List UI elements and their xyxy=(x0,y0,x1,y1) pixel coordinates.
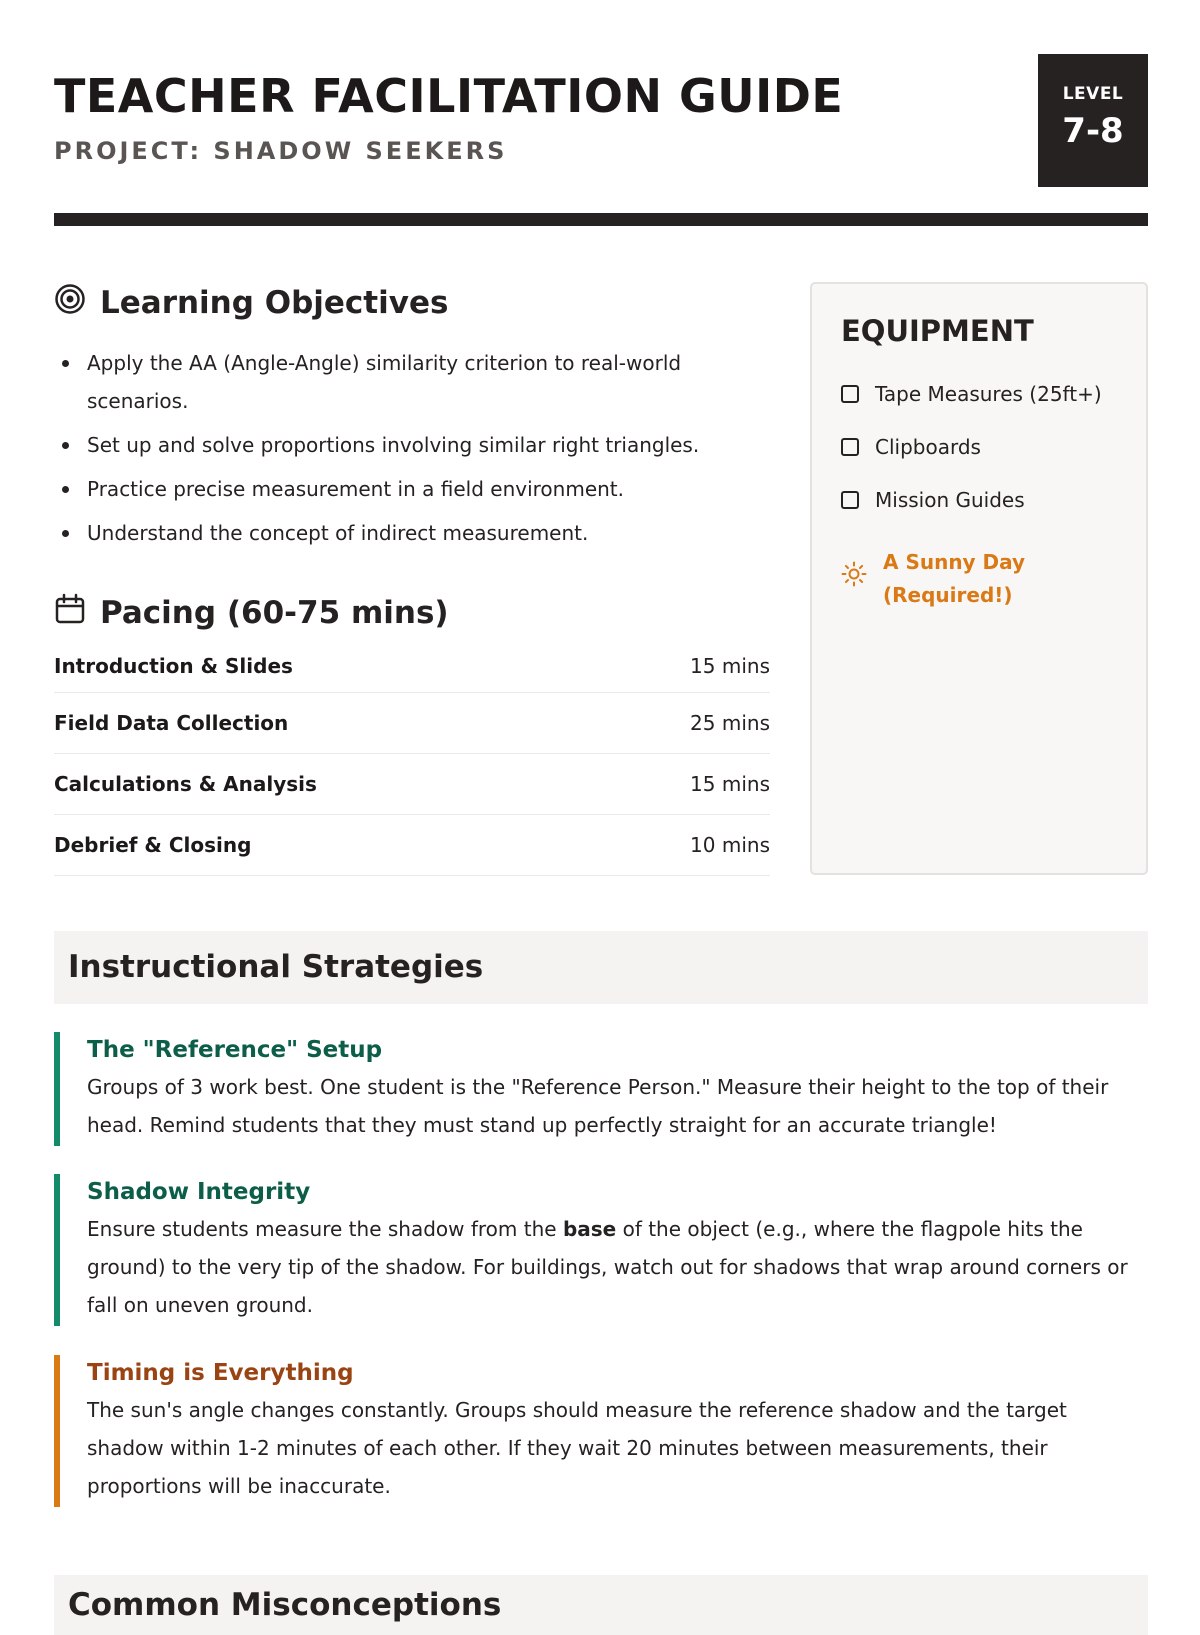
facilitation-guide-page xyxy=(54,0,1148,1623)
level-label: LEVEL xyxy=(1062,84,1124,104)
pacing-table xyxy=(54,648,770,876)
equipment-item[interactable] xyxy=(841,382,1102,406)
pacing-duration: 25 mins xyxy=(690,711,770,735)
strategy-body-text: of the object (e.g., where the flagpole hits the ground) to the very tip of the shadow. For buildings, watch out for shadows that wrap around corners or fall on uneven ground. xyxy=(87,1217,1128,1317)
strategy-body-bold: base xyxy=(562,1217,617,1241)
equipment-title: EQUIPMENT xyxy=(841,314,1034,348)
equipment-item[interactable] xyxy=(841,435,981,459)
equipment-label: Tape Measures (25ft+) xyxy=(875,382,1102,406)
equipment-label: Clipboards xyxy=(875,435,981,459)
pacing-duration: 10 mins xyxy=(690,833,770,857)
equipment-panel xyxy=(810,282,1148,875)
sunny-day-line: A Sunny Day xyxy=(883,550,1026,574)
strategy-body: Groups of 3 work best. One student is the "Reference Person." Measure their height to the top of their head. Remind students that they must stand up perfectly straight for an accurate triangle! xyxy=(87,1075,1109,1137)
strategies-title: Instructional Strategies xyxy=(68,949,484,985)
project-subtitle: PROJECT: SHADOW SEEKERS xyxy=(54,137,508,165)
strategy-body-text: Ensure students measure the shadow from the xyxy=(87,1217,563,1241)
strategy-title: Timing is Everything xyxy=(87,1360,354,1386)
level-value: 7-8 xyxy=(1062,111,1124,151)
table-row xyxy=(54,693,770,754)
list-item: Set up and solve proportions involving similar right triangles. xyxy=(54,426,774,464)
list-item: Apply the AA (Angle-Angle) similarity criterion to real-world scenarios. xyxy=(54,344,774,420)
pacing-activity: Introduction & Slides xyxy=(54,654,293,678)
pacing-activity: Field Data Collection xyxy=(54,711,289,735)
misconceptions-heading-band xyxy=(54,1575,1148,1635)
pacing-heading xyxy=(54,593,449,633)
strategy-title: The "Reference" Setup xyxy=(87,1037,383,1063)
strategy-title: Shadow Integrity xyxy=(87,1179,311,1205)
objectives-heading xyxy=(54,283,448,323)
equipment-label: Mission Guides xyxy=(875,488,1025,512)
checkbox[interactable] xyxy=(841,491,859,509)
pacing-duration: 15 mins xyxy=(690,654,770,678)
table-row xyxy=(54,754,770,815)
pacing-activity: Calculations & Analysis xyxy=(54,772,317,796)
list-item: Practice precise measurement in a field environment. xyxy=(54,470,774,508)
level-badge xyxy=(1038,54,1148,187)
sunny-day-label xyxy=(883,546,1025,612)
pacing-title: Pacing (60-75 mins) xyxy=(100,595,449,631)
pacing-activity: Debrief & Closing xyxy=(54,833,252,857)
calendar-icon xyxy=(54,593,86,633)
table-row xyxy=(54,648,770,693)
table-row xyxy=(54,815,770,876)
strategy-body: The sun's angle changes constantly. Groups should measure the reference shadow and the target shadow within 1-2 minutes of each other. If they wait 20 minutes between measurements, their proportions will be inaccurate. xyxy=(87,1398,1067,1498)
sunny-day-line: (Required!) xyxy=(883,583,1013,607)
strategy-card xyxy=(54,1032,1148,1146)
target-icon xyxy=(54,283,86,323)
strategy-card xyxy=(54,1355,1148,1507)
pacing-duration: 15 mins xyxy=(690,772,770,796)
strategy-card xyxy=(54,1174,1148,1326)
strategies-heading-band xyxy=(54,931,1148,1004)
equipment-item[interactable] xyxy=(841,488,1025,512)
page-title: TEACHER FACILITATION GUIDE xyxy=(54,69,844,123)
sunny-day-requirement xyxy=(841,546,1025,612)
list-item: Understand the concept of indirect measurement. xyxy=(54,514,774,552)
strategy-body xyxy=(87,1210,1148,1324)
sun-icon xyxy=(841,561,867,597)
objectives-list xyxy=(54,344,774,558)
checkbox[interactable] xyxy=(841,385,859,403)
misconceptions-title: Common Misconceptions xyxy=(68,1587,502,1623)
objectives-title: Learning Objectives xyxy=(100,285,449,321)
checkbox[interactable] xyxy=(841,438,859,456)
header-divider xyxy=(54,213,1148,226)
